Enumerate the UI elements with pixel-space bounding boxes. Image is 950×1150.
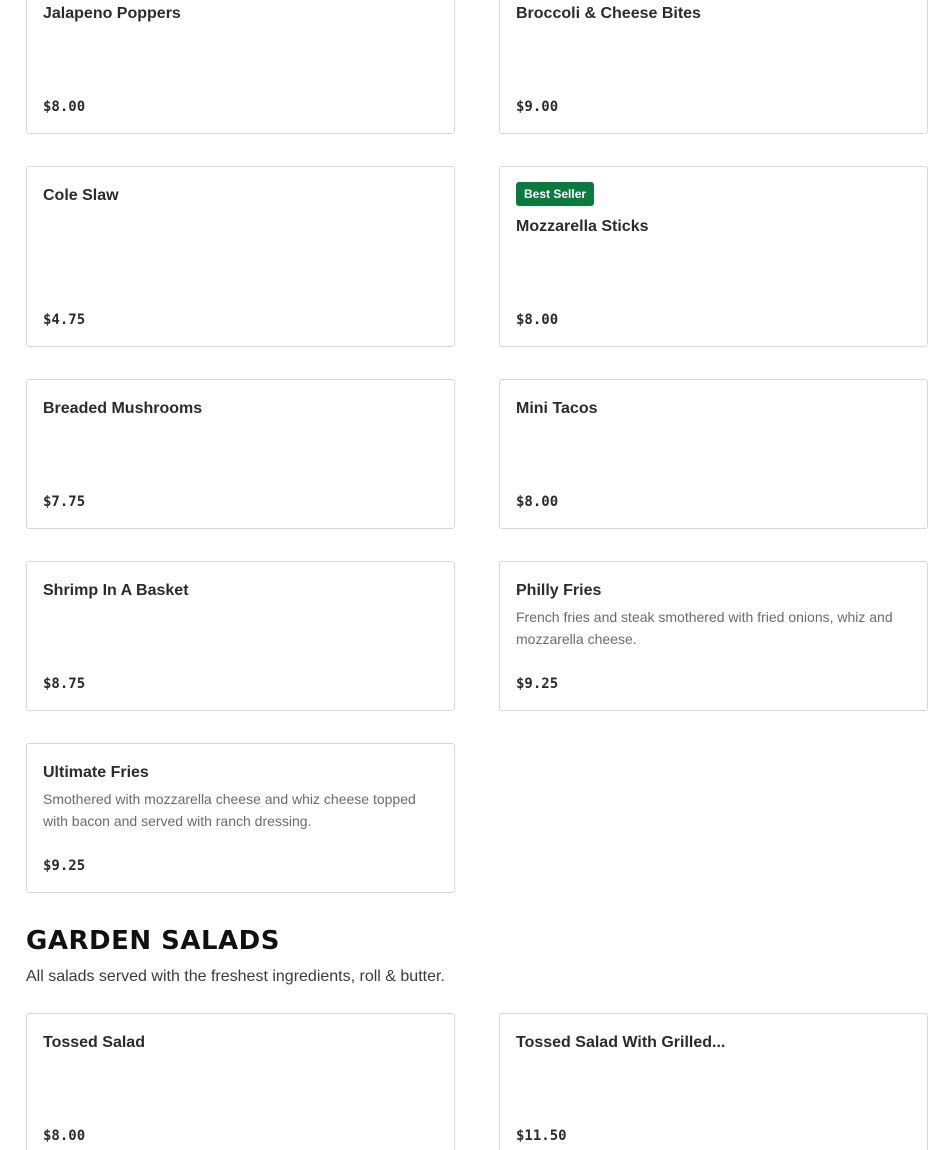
menu-item-price: $7.75 bbox=[43, 494, 86, 510]
menu-item-name: Jalapeno Poppers bbox=[43, 5, 181, 22]
menu-item-price: $8.00 bbox=[516, 494, 559, 510]
menu-item-card[interactable] bbox=[499, 379, 928, 529]
menu-item-price: $9.25 bbox=[516, 676, 559, 692]
menu-item-name: Mozzarella Sticks bbox=[516, 218, 649, 235]
menu-item-name: Philly Fries bbox=[516, 582, 602, 599]
menu-item-card[interactable] bbox=[499, 166, 928, 347]
menu-item-name: Tossed Salad With Grilled... bbox=[516, 1034, 726, 1051]
menu-item-card[interactable] bbox=[26, 0, 455, 134]
menu-item-price: $9.00 bbox=[516, 99, 559, 115]
menu-item-card[interactable] bbox=[26, 561, 455, 711]
menu-item-name: Broccoli & Cheese Bites bbox=[516, 5, 701, 22]
menu-item-name: Ultimate Fries bbox=[43, 764, 149, 781]
menu-item-price: $4.75 bbox=[43, 312, 86, 328]
section-subtitle: All salads served with the freshest ingredients, roll & butter. bbox=[26, 968, 445, 985]
menu-item-price: $8.00 bbox=[43, 1128, 86, 1144]
menu-item-card[interactable] bbox=[26, 743, 455, 893]
menu-item-card[interactable] bbox=[499, 561, 928, 711]
menu-item-name: Mini Tacos bbox=[516, 400, 598, 417]
menu-item-name: Tossed Salad bbox=[43, 1034, 145, 1051]
menu-item-name: Cole Slaw bbox=[43, 187, 119, 204]
menu-item-name: Breaded Mushrooms bbox=[43, 400, 203, 417]
menu-item-card[interactable] bbox=[26, 166, 455, 347]
menu-item-card[interactable] bbox=[499, 1013, 928, 1150]
menu-item-card[interactable] bbox=[26, 379, 455, 529]
menu-item-card[interactable] bbox=[499, 0, 928, 134]
menu-item-price: $8.00 bbox=[516, 312, 559, 328]
menu-item-price: $8.75 bbox=[43, 676, 86, 692]
best-seller-badge: Best Seller bbox=[516, 182, 594, 206]
section-title: GARDEN SALADS bbox=[26, 926, 280, 956]
menu-item-description: Smothered with mozzarella cheese and whiz cheese topped with bacon and served with ranch dressing. bbox=[43, 791, 416, 829]
menu-item-name: Shrimp In A Basket bbox=[43, 582, 189, 599]
menu-item-price: $8.00 bbox=[43, 99, 86, 115]
menu-item-card[interactable] bbox=[26, 1013, 455, 1150]
menu-item-description: French fries and steak smothered with fried onions, whiz and mozzarella cheese. bbox=[516, 609, 893, 647]
menu-item-price: $11.50 bbox=[516, 1128, 567, 1144]
menu-item-price: $9.25 bbox=[43, 858, 86, 874]
